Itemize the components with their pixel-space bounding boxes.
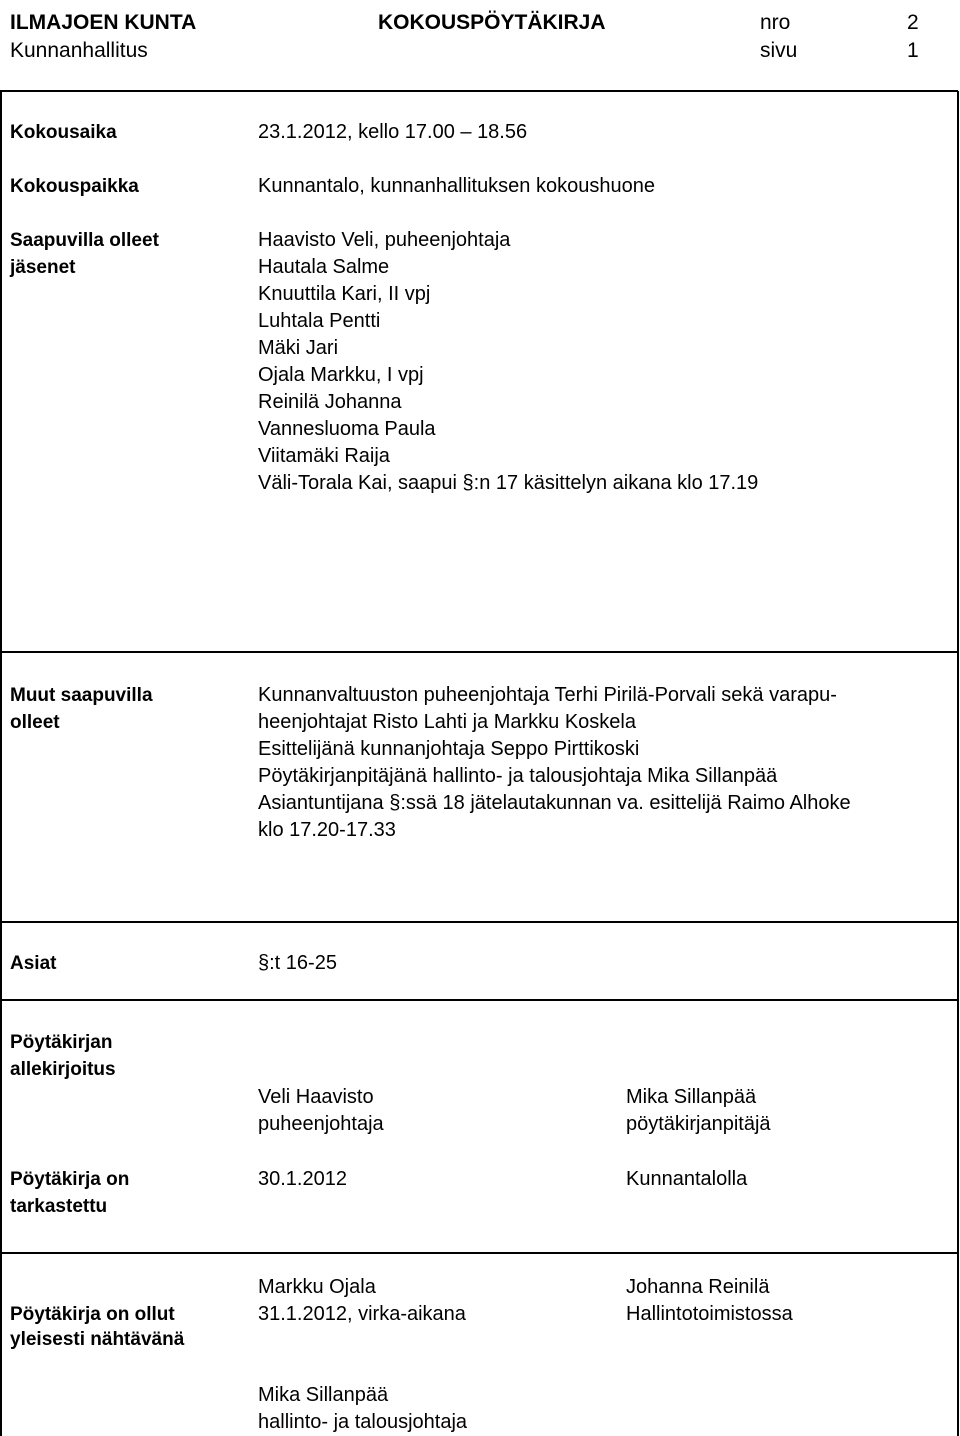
member-item: Väli-Torala Kai, saapui §:n 17 käsittelyn aikana klo 17.19 <box>258 472 759 494</box>
meeting-time-value: 23.1.2012, kello 17.00 – 18.56 <box>258 121 528 143</box>
secretary-name: Mika Sillanpää <box>626 1086 757 1108</box>
header-divider <box>0 90 958 92</box>
publication-label-line-1: Pöytäkirja on ollut <box>10 1304 175 1325</box>
section-divider <box>0 999 958 1001</box>
meeting-place-label: Kokouspaikka <box>10 176 139 197</box>
matters-label: Asiat <box>10 953 57 974</box>
others-line: klo 17.20-17.33 <box>258 819 396 841</box>
member-item: Hautala Salme <box>258 256 390 278</box>
member-item: Vannesluoma Paula <box>258 418 436 440</box>
signature-label-line-2: allekirjoitus <box>10 1059 116 1080</box>
certifier-role: hallinto- ja talousjohtaja <box>258 1411 468 1433</box>
certifier-name: Mika Sillanpää <box>258 1384 389 1406</box>
members-label-line-2: jäsenet <box>10 257 76 278</box>
signature-label-line-1: Pöytäkirjan <box>10 1032 113 1053</box>
inspection-place: Kunnantalolla <box>626 1168 748 1190</box>
inspection-label-line-1: Pöytäkirja on <box>10 1169 130 1190</box>
member-item: Viitamäki Raija <box>258 445 390 467</box>
inspection-date: 30.1.2012 <box>258 1168 347 1190</box>
publication-label-line-2: yleisesti nähtävänä <box>10 1329 185 1350</box>
member-item: Ojala Markku, I vpj <box>258 364 424 386</box>
publication-place: Hallintotoimistossa <box>626 1303 793 1325</box>
number-value: 2 <box>907 11 919 34</box>
member-item: Luhtala Pentti <box>258 310 381 332</box>
page-number: 1 <box>907 39 919 62</box>
section-divider <box>0 1252 958 1254</box>
others-line: Kunnanvaltuuston puheenjohtaja Terhi Pirilä-Porvali sekä varapu- <box>258 684 837 706</box>
number-label: nro <box>760 11 791 34</box>
publication-date: 31.1.2012, virka-aikana <box>258 1303 466 1325</box>
page-label: sivu <box>760 39 798 62</box>
chair-name: Veli Haavisto <box>258 1086 374 1108</box>
others-line: Asiantuntijana §:ssä 18 jätelautakunnan va. esittelijä Raimo Alhoke <box>258 792 851 814</box>
member-item: Mäki Jari <box>258 337 339 359</box>
others-label-line-2: olleet <box>10 712 60 733</box>
inspector-2-name: Johanna Reinilä <box>626 1276 770 1298</box>
matters-value: §:t 16-25 <box>258 952 337 974</box>
governing-body: Kunnanhallitus <box>10 39 148 62</box>
frame-right-border <box>957 91 959 1436</box>
section-divider <box>0 651 958 653</box>
inspector-1-name: Markku Ojala <box>258 1276 376 1298</box>
member-item: Haavisto Veli, puheenjohtaja <box>258 229 511 251</box>
inspection-label-line-2: tarkastettu <box>10 1196 108 1217</box>
chair-role: puheenjohtaja <box>258 1113 384 1135</box>
others-label-line-1: Muut saapuvilla <box>10 685 153 706</box>
meeting-place-value: Kunnantalo, kunnanhallituksen kokoushuone <box>258 175 655 197</box>
municipality-name: ILMAJOEN KUNTA <box>10 11 197 34</box>
others-line: Esittelijänä kunnanjohtaja Seppo Pirttikoski <box>258 738 640 760</box>
secretary-role: pöytäkirjanpitäjä <box>626 1113 771 1135</box>
section-divider <box>0 921 958 923</box>
members-label-line-1: Saapuvilla olleet <box>10 230 159 251</box>
member-item: Knuuttila Kari, II vpj <box>258 283 431 305</box>
frame-left-border <box>0 91 2 1436</box>
document-type: KOKOUSPÖYTÄKIRJA <box>378 11 606 34</box>
others-line: Pöytäkirjanpitäjänä hallinto- ja talousjohtaja Mika Sillanpää <box>258 765 778 787</box>
meeting-time-label: Kokousaika <box>10 122 117 143</box>
others-line: heenjohtajat Risto Lahti ja Markku Koskela <box>258 711 636 733</box>
member-item: Reinilä Johanna <box>258 391 402 413</box>
